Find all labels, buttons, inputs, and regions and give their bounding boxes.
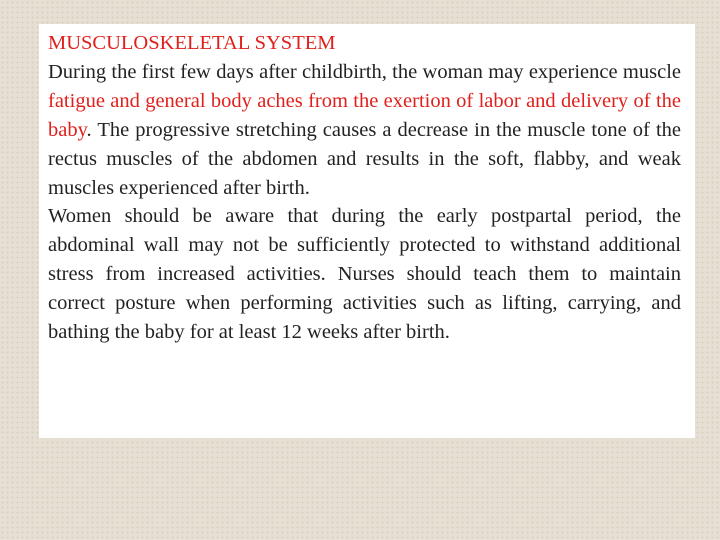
p1-text-a: During the first few days after childbirth, the woman may experience muscle — [48, 60, 681, 83]
paragraph-1 — [48, 58, 681, 203]
slide-text — [48, 29, 681, 347]
p1-highlight: fatigue and general body aches from the exertion of labor and delivery of the baby — [48, 89, 681, 141]
slide-title: MUSCULOSKELETAL SYSTEM — [48, 32, 336, 54]
paragraph-2: Women should be aware that during the early postpartal period, the abdominal wall may not be sufficiently protected to withstand additional stress from increased activities. Nurses should teach them to maintain correct posture when performing activities such as lifting, carrying, and bathing the baby for at least 12 weeks after birth. — [48, 205, 681, 344]
p1-text-c: . The progressive stretching causes a decrease in the muscle tone of the rectus muscles of the abdomen and results in the soft, flabby, and weak muscles experienced after birth. — [48, 118, 681, 199]
